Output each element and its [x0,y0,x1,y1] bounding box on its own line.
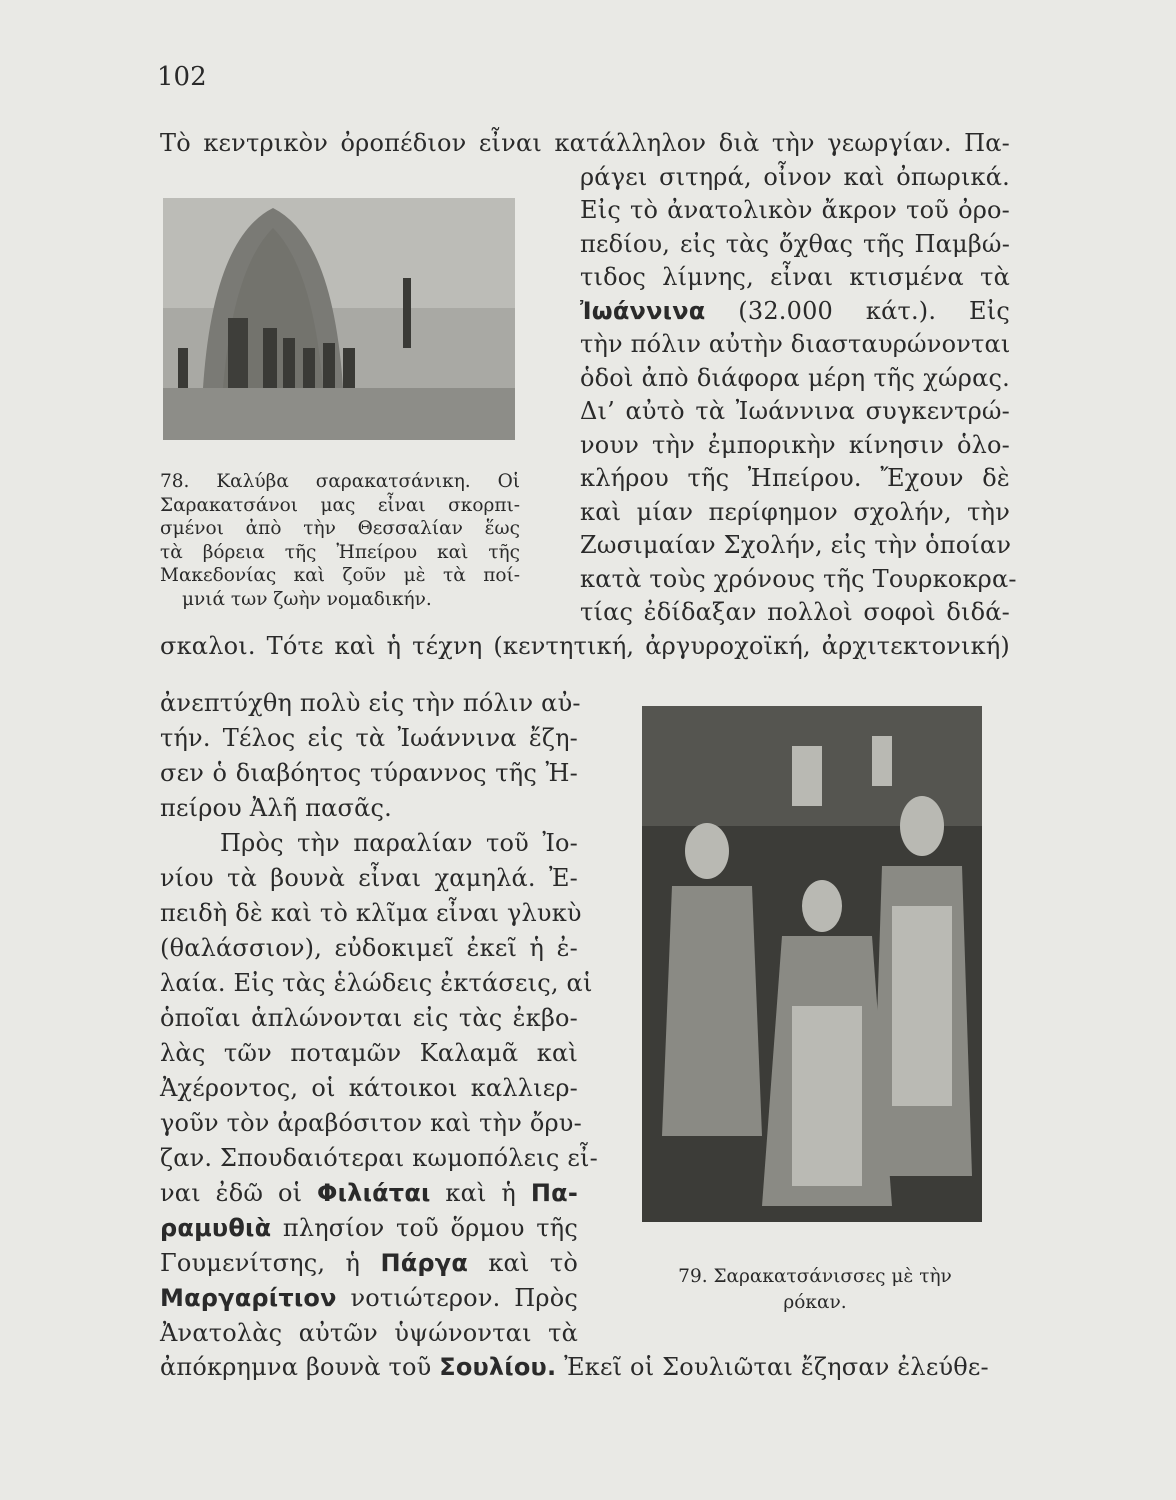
text-line: σεν ὁ διαβόητος τύραννος τῆς Ἠ- [160,759,578,787]
text-line: Ζωσιμαίαν Σχολήν, εἰς τὴν ὁποίαν [580,531,1012,559]
page-number: 102 [157,62,207,92]
text-line: λὰς τῶν ποταμῶν Καλαμᾶ καὶ [160,1039,578,1067]
text-line: κατὰ τοὺς χρόνους τῆς Τουρκοκρα- [580,564,1017,593]
text-line: σκαλοι. Τότε καὶ ἡ τέχνη (κεντητική, ἀργυροχοϊκή, ἀρχιτεκτονική) [160,631,1010,660]
text-line: Μαργαρίτιον νοτιώτερον. Πρὸς [160,1284,578,1312]
text-line: πειδὴ δὲ καὶ τὸ κλῖμα εἶναι γλυκὺ [160,899,582,927]
text-line: πείρου Ἀλῆ πασᾶς. [160,794,392,822]
text-line: καὶ μίαν περίφημον σχολήν, τὴν [580,497,1010,526]
text-line: τὴν πόλιν αὐτὴν διασταυρώνονται [580,330,1011,358]
text-line: Ἀχέροντος, οἱ κάτοικοι καλλιερ- [160,1074,578,1102]
text-line: πεδίου, εἰς τὰς ὄχθας τῆς Παμβώ- [580,229,1010,258]
text-line: Γουμενίτσης, ἡ Πάργα καὶ τὸ [160,1249,578,1277]
women-illustration [642,706,982,1222]
final-line: ἀπόκρημνα βουνὰ τοῦ Σουλίου. Ἐκεῖ οἱ Σουλιῶται ἔζησαν ἐλεύθε- [160,1353,989,1381]
caption-line: τὰ βόρεια τῆς Ἠπείρου καὶ τῆς [160,541,520,563]
text-line: Ἀνατολὰς αὐτῶν ὑψώνονται τὰ [160,1319,578,1347]
text-line: Δι’ αὐτὸ τὰ Ἰωάννινα συγκεντρώ- [580,397,1010,425]
text-line: κλήρου τῆς Ἠπείρου. Ἔχουν δὲ [580,464,1010,492]
caption-line: ρόκαν. [783,1292,847,1313]
text-line: ναι ἐδῶ οἱ Φιλιάται καὶ ἡ Πα- [160,1179,578,1207]
text-line: ζαν. Σπουδαιότεραι κωμοπόλεις εἶ- [160,1144,598,1172]
hut-illustration [163,198,515,440]
text-line: νουν τὴν ἐμπορικὴν κίνησιν ὁλο- [580,430,1010,459]
text-line: Τὸ κεντρικὸν ὀροπέδιον εἶναι κατάλληλον διὰ τὴν γεωργίαν. Πα- [160,129,1010,157]
hut-photo [163,198,515,440]
text-line: ἀνεπτύχθη πολὺ εἰς τὴν πόλιν αὐ- [160,689,581,717]
text-line: ὁποῖαι ἁπλώνονται εἰς τὰς ἐκβο- [160,1004,578,1032]
text-line: (θαλάσσιον), εὐδοκιμεῖ ἐκεῖ ἡ ἐ- [160,934,578,962]
text-line: Πρὸς τὴν παραλίαν τοῦ Ἰο- [220,829,578,857]
caption-line: μνιά των ζωὴν νομαδικήν. [182,588,432,610]
text-line: Εἰς τὸ ἀνατολικὸν ἄκρον τοῦ ὀρο- [580,196,1010,224]
caption-line: Σαρακατσάνοι μας εἶναι σκορπι- [160,494,520,516]
text-line: γοῦν τὸν ἀραβόσιτον καὶ τὴν ὄρυ- [160,1109,582,1137]
caption-line: 78. Καλύβα σαρακατσάνικη. Οἱ [160,471,520,492]
text-line: τιδος λίμνης, εἶναι κτισμένα τὰ [580,263,1010,291]
women-photo [642,706,982,1222]
text-line: νίου τὰ βουνὰ εἶναι χαμηλά. Ἐ- [160,864,578,892]
text-line: λαία. Εἰς τὰς ἑλώδεις ἐκτάσεις, αἱ [160,969,593,997]
caption-line: Μακεδονίας καὶ ζοῦν μὲ τὰ ποί- [160,565,520,586]
caption-line: σμένοι ἀπὸ τὴν Θεσσαλίαν ἕως [160,518,520,539]
text-line: ράγει σιτηρά, οἶνον καὶ ὀπωρικά. [580,162,1010,191]
text-line: ραμυθιὰ πλησίον τοῦ ὅρμου τῆς [160,1214,578,1242]
text-line: Ἰωάννινα (32.000 κάτ.). Εἰς [580,296,1010,325]
text-line: ὁδοὶ ἀπὸ διάφορα μέρη τῆς χώρας. [580,363,1010,392]
text-line: τήν. Τέλος εἰς τὰ Ἰωάννινα ἔζη- [160,724,578,752]
text-line: τίας ἐδίδαξαν πολλοὶ σοφοὶ διδά- [580,598,1010,626]
caption-line: 79. Σαρακατσάνισσες μὲ τὴν [678,1266,952,1287]
